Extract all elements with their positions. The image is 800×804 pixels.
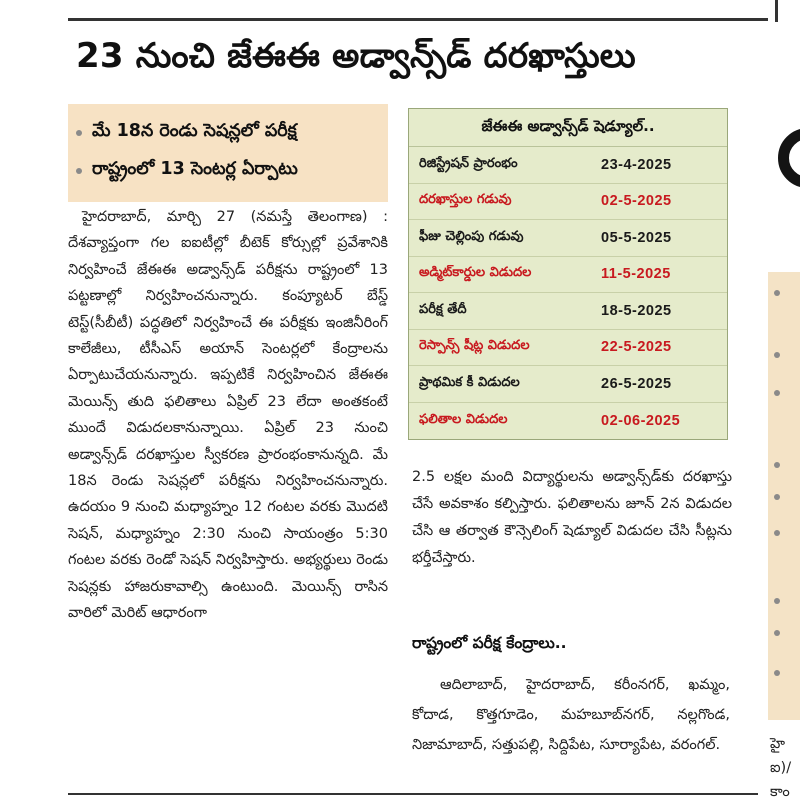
bullet-dot-icon bbox=[774, 390, 780, 396]
bullet-dot-icon bbox=[76, 130, 82, 136]
schedule-event: అడ్మిట్‌కార్డుల విడుదల bbox=[419, 265, 532, 281]
top-divider bbox=[775, 0, 778, 22]
schedule-date: 22-5-2025 bbox=[601, 339, 672, 356]
schedule-row bbox=[409, 184, 727, 221]
bullet-dot-icon bbox=[774, 352, 780, 358]
adjacent-text-fragment: ఐ)/ bbox=[770, 760, 792, 776]
adjacent-text-fragment: కాం bbox=[770, 784, 790, 800]
schedule-event: ఫీజు చెల్లింపు గడువు bbox=[419, 228, 524, 244]
schedule-title: జేఈఈ అడ్వాన్స్‌డ్ షెడ్యూల్.. bbox=[409, 109, 727, 147]
highlight-item bbox=[76, 114, 388, 152]
centers-list: ఆదిలాబాద్, హైదరాబాద్, కరీంనగర్, ఖమ్మం, కోదాడ, కొత్తగూడెం, మహబూబ్‌నగర్, నల్లగొండ, నిజామాబాద్, సత్తుపల్లి, సిద్దిపేట, సూర్యాపేట, వరంగల్. bbox=[412, 677, 730, 753]
highlight-text: రాష్ట్రంలో 13 సెంటర్ల ఏర్పాటు bbox=[92, 159, 298, 179]
bullet-dot-icon bbox=[774, 630, 780, 636]
schedule-date: 02-06-2025 bbox=[601, 412, 681, 429]
bullet-dot-icon bbox=[774, 462, 780, 468]
schedule-date: 05-5-2025 bbox=[601, 229, 672, 246]
schedule-table bbox=[408, 108, 728, 440]
bottom-rule bbox=[68, 793, 758, 795]
schedule-row bbox=[409, 293, 727, 330]
article-body: హైదరాబాద్, మార్చి 27 (నమస్తే తెలంగాణ) : దేశవ్యాప్తంగా గల ఐఐటీల్లో బీటెక్ కోర్సుల్లో ప్రవేశానికి నిర్వహించే జేఈఈ అడ్వాన్స్‌డ్ పరీక్షను రాష్ట్రంలో 13 పట్టణాల్లో నిర్వహించనున్నారు. కంప్యూటర్ బేస్డ్ టెస్ట్(సీబీటీ) పద్ధతిలో నిర్వహించే ఈ పరీక్షకు ఇంజినీరింగ్ కాలేజీలు, టీసీఎస్ అయాన్ సెంటర్లలో కేంద్రాలను ఏర్పాటుచేయనున్నారు. ఇప్పటికే నిర్వహించిన జేఈఈ మెయిన్స్ తుది ఫలితాలు ఏప్రిల్ 23 లేదా అంతకంటే ముందే విడుదలకానున్నాయి. ఏప్రిల్ 23 నుంచి అడ్వాన్స్‌డ్ దరఖాస్తుల స్వీకరణ ప్రారంభంకానున్నది. మే 18న రెండు సెషన్లలో పరీక్షను నిర్వహించనున్నారు. ఉదయం 9 నుంచి మధ్యాహ్నం 12 గంటల వరకు మొదటి సెషన్, మధ్యాహ్నం 2:30 నుంచి సాయంత్రం 5:30 గంటల వరకు రెండో సెషన్ నిర్వహిస్తారు. అభ్యర్థులు రెండు సెషన్లకు హాజరుకావాల్సి ఉంటుంది. మెయిన్స్ రాసిన వారిలో మెరిట్ ఆధారంగా bbox=[68, 209, 388, 622]
centers-heading: రాష్ట్రంలో పరీక్ష కేంద్రాలు.. bbox=[412, 634, 567, 652]
schedule-date: 11-5-2025 bbox=[601, 266, 671, 283]
schedule-row bbox=[409, 366, 727, 403]
highlight-text: మే 18న రెండు సెషన్లలో పరీక్ష bbox=[92, 121, 297, 141]
bullet-dot-icon bbox=[774, 290, 780, 296]
bullet-dot-icon bbox=[774, 530, 780, 536]
schedule-date: 02-5-2025 bbox=[601, 193, 672, 210]
schedule-event: రెస్పాన్స్ షీట్ల విడుదల bbox=[419, 338, 530, 354]
adjacent-text-fragment: హై bbox=[770, 736, 785, 752]
schedule-event: రిజిస్ట్రేషన్ ప్రారంభం bbox=[419, 155, 518, 171]
schedule-date: 18-5-2025 bbox=[601, 302, 672, 319]
highlight-box bbox=[68, 104, 388, 202]
schedule-event: ప్రాథమిక కీ విడుదల bbox=[419, 374, 520, 390]
schedule-event: ఫలితాల విడుదల bbox=[419, 411, 508, 427]
article-continuation: 2.5 లక్షల మంది విద్యార్థులను అడ్వాన్స్‌డ్‌కు దరఖాస్తు చేసే అవకాశం కల్పిస్తారు. ఫలితాలను జూన్ 2న విడుదల చేసి ఆ తర్వాత కౌన్సెలింగ్ షెడ్యూల్ విడుదల చేసి సీట్లను భర్తీచేస్తారు. bbox=[412, 469, 732, 566]
schedule-row bbox=[409, 403, 727, 440]
top-rule bbox=[68, 18, 768, 21]
highlight-item bbox=[76, 152, 388, 190]
photo-edge bbox=[778, 128, 800, 188]
schedule-row bbox=[409, 330, 727, 367]
headline: 23 నుంచి జేఈఈ అడ్వాన్స్‌డ్ దరఖాస్తులు bbox=[76, 36, 636, 76]
bullet-dot-icon bbox=[774, 494, 780, 500]
schedule-row bbox=[409, 257, 727, 294]
bullet-dot-icon bbox=[774, 598, 780, 604]
adjacent-article-box bbox=[768, 272, 800, 720]
schedule-date: 23-4-2025 bbox=[601, 156, 672, 173]
schedule-event: దరఖాస్తుల గడువు bbox=[419, 192, 512, 208]
schedule-row bbox=[409, 220, 727, 257]
schedule-event: పరీక్ష తేదీ bbox=[419, 301, 467, 317]
schedule-row bbox=[409, 147, 727, 184]
bullet-dot-icon bbox=[76, 168, 82, 174]
bullet-dot-icon bbox=[774, 670, 780, 676]
schedule-date: 26-5-2025 bbox=[601, 375, 672, 392]
